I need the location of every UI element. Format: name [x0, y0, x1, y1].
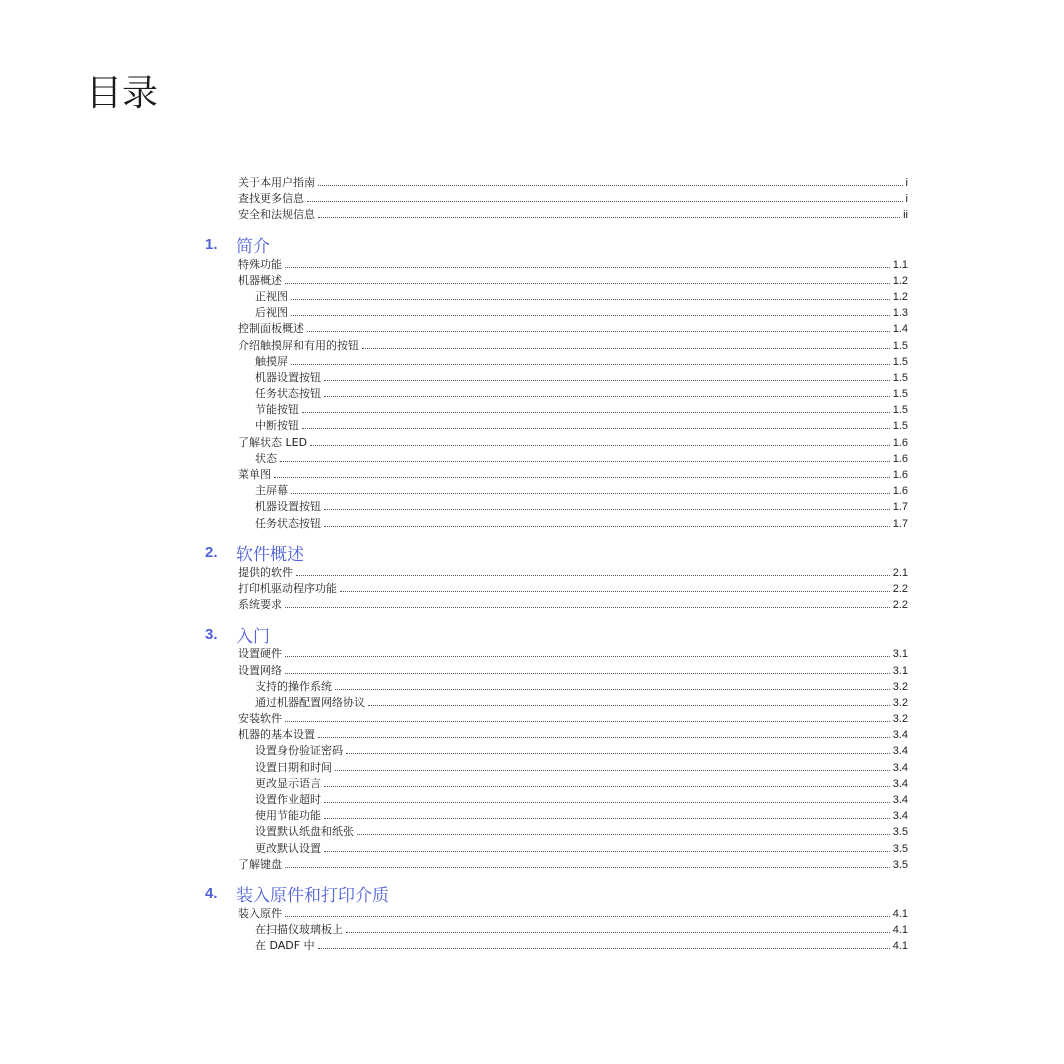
toc-entry-label: 设置硬件 — [238, 647, 282, 661]
dot-leader — [285, 663, 890, 674]
toc-entry-label: 正视图 — [255, 289, 288, 303]
toc-page-number: 1.5 — [892, 355, 908, 368]
chapter-title: 装入原件和打印介质 — [236, 886, 389, 907]
toc-page-number: 2.2 — [892, 582, 908, 595]
toc-page-number: i — [905, 193, 908, 206]
toc-page-number: 3.4 — [892, 777, 908, 790]
toc-page-number: 1.1 — [892, 258, 908, 271]
dot-leader — [296, 565, 890, 576]
toc-page-number: 2.1 — [892, 566, 908, 579]
toc-subentry[interactable] — [238, 483, 908, 499]
toc-subentry[interactable] — [238, 402, 908, 418]
dot-leader — [307, 321, 890, 332]
toc-entry-label: 状态 — [255, 451, 277, 465]
dot-leader — [307, 191, 903, 202]
chapter-heading[interactable] — [205, 882, 908, 906]
toc-entry[interactable] — [238, 191, 908, 207]
toc-page-number: 1.5 — [892, 404, 908, 417]
chapter-number: 3. — [205, 625, 218, 643]
toc-subentry[interactable] — [238, 354, 908, 370]
toc-entry-label: 设置网络 — [238, 663, 282, 677]
toc-page-number: 4.1 — [892, 907, 908, 920]
toc-entry-label: 中断按钮 — [255, 419, 299, 433]
toc-page-number: 3.4 — [892, 794, 908, 806]
toc-subentry[interactable] — [238, 808, 908, 824]
dot-leader — [335, 679, 890, 690]
toc-entry-label: 装入原件 — [238, 906, 282, 920]
dot-leader — [285, 857, 890, 868]
toc-entry-label: 机器的基本设置 — [238, 728, 315, 742]
page-title: 目录 — [86, 73, 159, 114]
toc-subentry[interactable] — [238, 370, 908, 386]
toc-page-number: 3.2 — [892, 713, 908, 726]
toc-entry-label: 设置作业超时 — [255, 793, 321, 806]
toc-subentry[interactable] — [238, 792, 908, 808]
toc-page-number: 3.4 — [892, 761, 908, 774]
toc-entry[interactable] — [238, 257, 908, 273]
dot-leader — [274, 467, 890, 478]
dot-leader — [285, 646, 890, 657]
dot-leader — [368, 695, 890, 706]
dot-leader — [318, 727, 890, 738]
toc-page-number: 3.1 — [892, 648, 908, 661]
dot-leader — [324, 516, 890, 527]
toc-entry-label: 任务状态按钮 — [255, 516, 321, 530]
toc-subentry[interactable] — [238, 841, 908, 857]
toc-page-number: 1.5 — [892, 371, 908, 384]
toc-entry-label: 节能按钮 — [255, 403, 299, 417]
chapter-number: 2. — [205, 544, 218, 562]
dot-leader — [324, 841, 890, 852]
toc-entry-label: 安装软件 — [238, 712, 282, 726]
toc-subentry[interactable] — [238, 451, 908, 467]
toc-entry-label: 安全和法规信息 — [238, 208, 315, 222]
toc-entry-label: 打印机驱动程序功能 — [238, 581, 337, 595]
chapter-heading[interactable] — [205, 233, 908, 257]
toc-page-number: 1.5 — [892, 388, 908, 401]
toc-entry[interactable] — [238, 207, 908, 223]
toc-entry-label: 查找更多信息 — [238, 192, 304, 206]
chapter-title: 入门 — [236, 626, 270, 647]
toc-entry[interactable] — [238, 435, 908, 451]
dot-leader — [302, 402, 890, 413]
toc-page-number: 1.6 — [892, 469, 908, 481]
dot-leader — [318, 207, 900, 218]
dot-leader — [346, 743, 890, 754]
toc-page-number: 3.4 — [892, 810, 908, 823]
chapter-section — [205, 882, 908, 955]
toc-page-number: 1.2 — [892, 290, 908, 303]
toc-page-number: 3.5 — [892, 842, 908, 855]
toc-page-number: 1.7 — [892, 517, 908, 530]
toc-entry-label: 任务状态按钮 — [255, 387, 321, 401]
front-matter-section — [238, 175, 908, 224]
toc-entry[interactable] — [238, 646, 908, 662]
toc-subentry[interactable] — [238, 922, 908, 938]
toc-subentry[interactable] — [238, 776, 908, 792]
toc-page-number: 1.6 — [892, 436, 908, 449]
toc-entry[interactable] — [238, 175, 908, 191]
toc-entry-label: 了解状态 LED — [238, 435, 308, 449]
table-of-contents — [205, 175, 908, 955]
chapter-number: 4. — [205, 885, 218, 903]
toc-page-number: i — [905, 177, 908, 189]
dot-leader — [324, 792, 890, 803]
toc-page-number: 1.5 — [892, 420, 908, 433]
chapter-title: 软件概述 — [236, 545, 304, 566]
toc-entry[interactable] — [238, 273, 908, 289]
toc-entry-label: 在 DADF 中 — [255, 939, 315, 953]
toc-subentry[interactable] — [238, 499, 908, 515]
toc-subentry[interactable] — [238, 743, 908, 759]
dot-leader — [324, 370, 890, 381]
dot-leader — [291, 354, 890, 365]
toc-subentry[interactable] — [238, 938, 908, 954]
dot-leader — [291, 289, 890, 300]
dot-leader — [285, 273, 890, 284]
toc-page-number: 3.5 — [892, 826, 908, 839]
toc-entry-label: 更改显示语言 — [255, 776, 321, 790]
chapter-section — [205, 233, 908, 532]
toc-subentry[interactable] — [238, 824, 908, 840]
toc-entry-label: 设置默认纸盘和纸张 — [255, 825, 354, 839]
toc-page-number: 1.6 — [892, 452, 908, 465]
chapter-section — [205, 622, 908, 873]
toc-entry-label: 更改默认设置 — [255, 841, 321, 855]
chapter-section — [205, 541, 908, 614]
toc-entry-label: 使用节能功能 — [255, 809, 321, 823]
toc-subentry[interactable] — [238, 289, 908, 305]
toc-entry-label: 关于本用户指南 — [238, 176, 315, 189]
toc-page-number: 2.2 — [892, 599, 908, 612]
dot-leader — [280, 451, 890, 462]
toc-page-number: 1.6 — [892, 485, 908, 498]
toc-page-number: 4.1 — [892, 940, 908, 953]
toc-page-number: ii — [903, 209, 908, 222]
toc-entry-label: 支持的操作系统 — [255, 679, 332, 693]
toc-page-number: 3.1 — [892, 664, 908, 677]
dot-leader — [285, 597, 890, 608]
dot-leader — [291, 305, 890, 316]
dot-leader — [285, 906, 890, 917]
toc-page-number: 3.5 — [892, 858, 908, 871]
dot-leader — [285, 257, 890, 268]
dot-leader — [310, 435, 890, 446]
toc-page-number: 3.4 — [892, 745, 908, 758]
dot-leader — [318, 175, 903, 186]
toc-entry[interactable] — [238, 321, 908, 337]
dot-leader — [324, 499, 890, 510]
toc-entry-label: 控制面板概述 — [238, 322, 304, 336]
dot-leader — [324, 808, 890, 819]
toc-entry-label: 设置日期和时间 — [255, 760, 332, 774]
dot-leader — [285, 711, 890, 722]
toc-subentry[interactable] — [238, 305, 908, 321]
dot-leader — [291, 483, 890, 494]
toc-entry[interactable] — [238, 906, 908, 922]
toc-entry[interactable] — [238, 467, 908, 483]
toc-entry-label: 特殊功能 — [238, 257, 282, 271]
dot-leader — [335, 760, 890, 771]
toc-page-number: 3.2 — [892, 680, 908, 693]
toc-entry-label: 菜单图 — [238, 468, 271, 481]
toc-entry-label: 介绍触摸屏和有用的按钮 — [238, 338, 359, 352]
dot-leader — [318, 938, 890, 949]
toc-page-number: 1.2 — [892, 274, 908, 287]
toc-entry-label: 提供的软件 — [238, 565, 293, 579]
toc-page-number: 1.3 — [892, 307, 908, 320]
dot-leader — [357, 824, 890, 835]
toc-page-number: 1.5 — [892, 339, 908, 352]
dot-leader — [346, 922, 890, 933]
toc-page-number: 3.4 — [892, 729, 908, 742]
toc-page-number: 1.4 — [892, 323, 908, 336]
dot-leader — [324, 776, 890, 787]
toc-page-number: 1.7 — [892, 501, 908, 514]
toc-subentry[interactable] — [238, 418, 908, 434]
toc-entry[interactable] — [238, 581, 908, 597]
toc-entry-label: 通过机器配置网络协议 — [255, 695, 365, 709]
toc-entry[interactable] — [238, 857, 908, 873]
toc-page-number: 3.2 — [892, 696, 908, 709]
toc-entry-label: 机器设置按钮 — [255, 500, 321, 514]
toc-entry-label: 触摸屏 — [255, 354, 288, 368]
toc-entry-label: 机器设置按钮 — [255, 370, 321, 384]
chapter-heading[interactable] — [205, 622, 908, 646]
toc-entry-label: 主屏幕 — [255, 484, 288, 498]
dot-leader — [324, 386, 890, 397]
toc-subentry[interactable] — [238, 695, 908, 711]
toc-page-number: 4.1 — [892, 924, 908, 937]
toc-entry-label: 后视图 — [255, 306, 288, 320]
toc-entry[interactable] — [238, 663, 908, 679]
toc-entry[interactable] — [238, 711, 908, 727]
toc-entry[interactable] — [238, 338, 908, 354]
dot-leader — [362, 338, 890, 349]
toc-entry[interactable] — [238, 727, 908, 743]
toc-subentry[interactable] — [238, 516, 908, 532]
toc-entry-label: 了解键盘 — [238, 857, 282, 871]
toc-subentry[interactable] — [238, 760, 908, 776]
toc-entry-label: 系统要求 — [238, 598, 282, 612]
toc-entry-label: 在扫描仪玻璃板上 — [255, 923, 343, 937]
toc-entry[interactable] — [238, 597, 908, 613]
toc-entry-label: 设置身份验证密码 — [255, 744, 343, 758]
dot-leader — [340, 581, 890, 592]
toc-entry-label: 机器概述 — [238, 273, 282, 287]
toc-entry[interactable] — [238, 565, 908, 581]
toc-subentry[interactable] — [238, 679, 908, 695]
chapter-number: 1. — [205, 236, 218, 254]
chapter-title: 简介 — [236, 237, 270, 258]
toc-subentry[interactable] — [238, 386, 908, 402]
dot-leader — [302, 418, 890, 429]
chapter-heading[interactable] — [205, 541, 908, 565]
